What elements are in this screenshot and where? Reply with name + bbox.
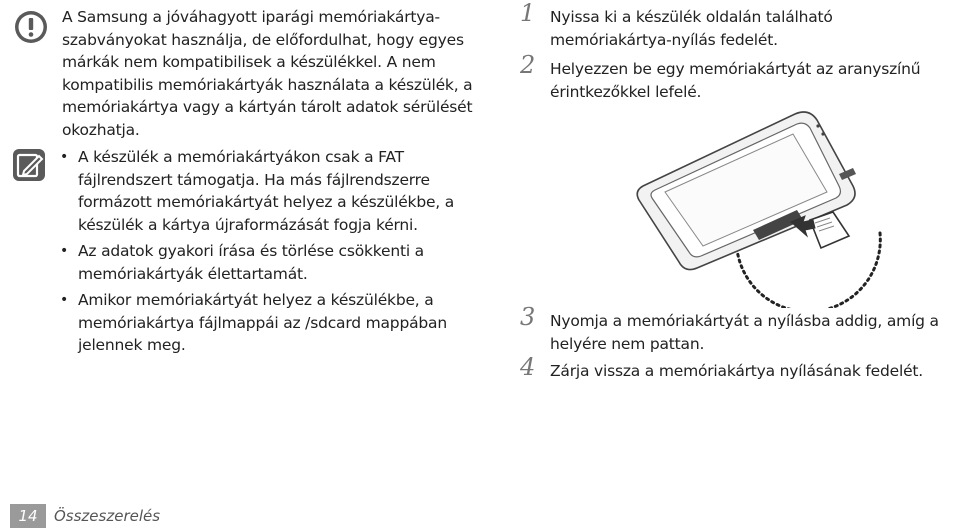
step-number: 1 xyxy=(520,0,536,27)
list-item: • A készülék a memóriakártyákon csak a FAT fájlrendszert támogatja. Ha más fájlrendszerre formázott memóriakártyát helyez a készülékbe, a készülék a kártya újraformázását fogja kérni. xyxy=(60,146,465,236)
memory-card xyxy=(810,212,849,248)
note-pencil-icon xyxy=(12,148,46,182)
section-title: Összeszerelés xyxy=(54,507,161,525)
step-number: 3 xyxy=(520,303,536,331)
step-number: 4 xyxy=(520,353,536,381)
step-text: Nyissa ki a készülék oldalán található memóriakártya-nyílás fedelét. xyxy=(550,8,833,49)
memory-card-insertion-illustration xyxy=(625,108,885,308)
warning-icon xyxy=(14,10,48,44)
step-text: Helyezzen be egy memóriakártyát az aranyszínű érintkezőkkel lefelé. xyxy=(550,60,921,101)
warning-text: A Samsung a jóváhagyott iparági memóriakártya-szabványokat használja, de előfordulhat, hogy egyes márkák nem kompatibilisek a készülékkel. A nem kompatibilis memóriakártyák használata a készülék, a memóriakártya vagy a kártyán tárolt adatok sérülését okozhatja. xyxy=(62,8,473,139)
step-text: Nyomja a memóriakártyát a nyílásba addig, amíg a helyére nem pattan. xyxy=(550,312,939,353)
list-item: • Amikor memóriakártyát helyez a készülékbe, a memóriakártya fájlmappái az /sdcard mappában jelennek meg. xyxy=(60,289,465,357)
step-text: Zárja vissza a memóriakártya nyílásának fedelét. xyxy=(550,362,924,380)
page-number: 14 xyxy=(10,504,46,528)
notes-list xyxy=(60,146,465,361)
list-item: • Az adatok gyakori írása és törlése csökkenti a memóriakártyák élettartamát. xyxy=(60,240,465,285)
step-number: 2 xyxy=(520,51,536,79)
